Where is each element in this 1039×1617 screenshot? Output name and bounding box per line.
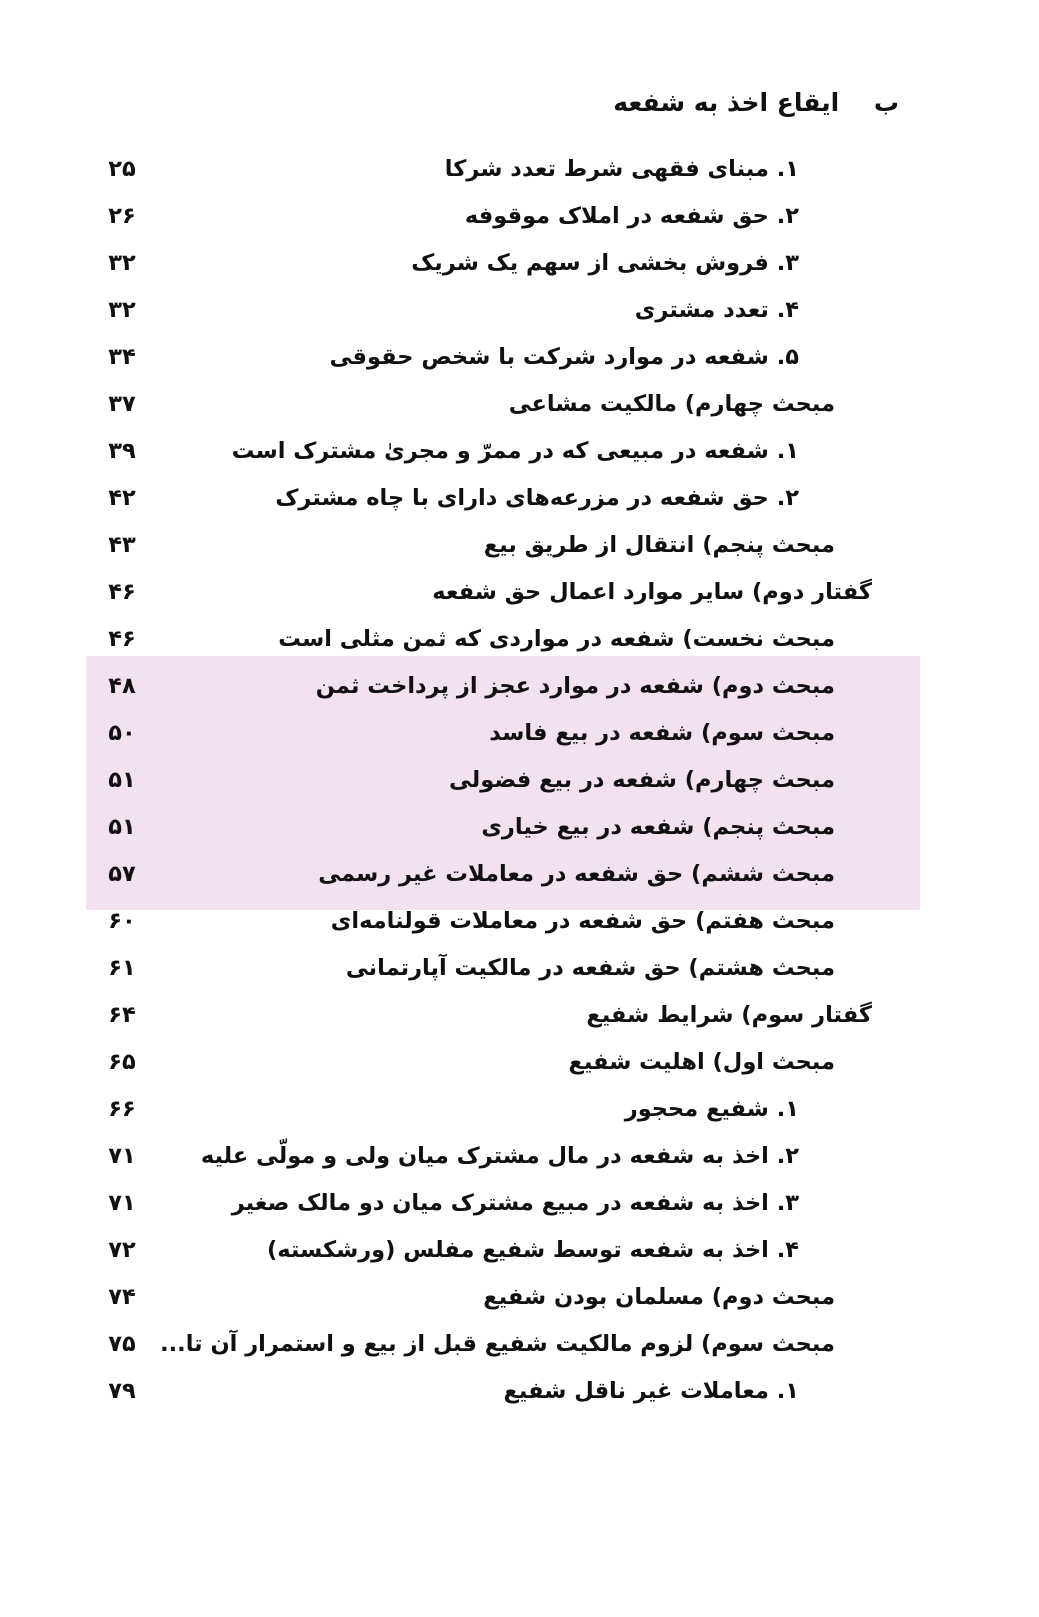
toc-entry-page-number: ۵۱ [108,767,136,793]
toc-entry [0,244,1039,291]
toc-entry-title: ۲. حق شفعه در مزرعه‌های دارای با چاه مشترک [275,485,799,511]
toc-entry [0,1372,1039,1419]
toc-entry [0,479,1039,526]
toc-entry-title: ۱. معاملات غیر ناقل شفیع [503,1378,799,1404]
toc-entry-title: گفتار دوم) سایر موارد اعمال حق شفعه [432,579,872,605]
toc-entry [0,338,1039,385]
toc-entry [0,996,1039,1043]
toc-entry-title: مبحث نخست) شفعه در مواردی که ثمن مثلی است [278,626,835,652]
toc-entry [0,573,1039,620]
toc-entry-title: ۴. اخذ به شفعه توسط شفیع مفلس (ورشکسته) [266,1237,799,1263]
toc-entry-title: ۳. فروش بخشی از سهم یک شریک [411,250,799,276]
page-letter: ب [873,88,899,117]
toc-entry [0,197,1039,244]
toc-entry-page-number: ۲۶ [108,203,136,229]
toc-entry-page-number: ۳۴ [108,344,136,370]
toc-entry-title: مبحث سوم) لزوم مالکیت شفیع قبل از بیع و استمرار آن تا... [160,1331,835,1357]
toc-entry-title: ۱. شفیع محجور [624,1096,799,1122]
toc-entry-page-number: ۳۷ [108,391,136,417]
toc-entry-title: مبحث اول) اهلیت شفیع [568,1049,835,1075]
toc-entry-page-number: ۵۱ [108,814,136,840]
toc-entry-title: مبحث سوم) شفعه در بیع فاسد [489,720,835,746]
running-header [613,88,899,117]
toc-entry-page-number: ۶۵ [108,1049,136,1075]
toc-entry [0,902,1039,949]
toc-entry [0,761,1039,808]
toc-entry-title: ۱. مبنای فقهی شرط تعدد شرکا [444,156,799,182]
toc-entry [0,1137,1039,1184]
toc-entry-page-number: ۵۰ [108,720,136,746]
toc-entry [0,150,1039,197]
toc-entry [0,808,1039,855]
toc-entry-title: مبحث پنجم) شفعه در بیع خیاری [481,814,835,840]
toc-entry-page-number: ۶۱ [108,955,136,981]
toc-entry-page-number: ۷۴ [108,1284,136,1310]
toc-entry-title: ۳. اخذ به شفعه در مبیع مشترک میان دو مالک صغیر [231,1190,799,1216]
toc-entry [0,1325,1039,1372]
toc-entry-page-number: ۴۶ [108,579,136,605]
toc-entry-page-number: ۲۵ [108,156,136,182]
toc-entry [0,432,1039,479]
toc-entry-title: ۴. تعدد مشتری [634,297,799,323]
toc-entry-page-number: ۵۷ [108,861,136,887]
toc-entry-title: مبحث دوم) شفعه در موارد عجز از پرداخت ثمن [315,673,835,699]
toc-entry-page-number: ۳۲ [108,297,136,323]
toc-entry-title: مبحث پنجم) انتقال از طریق بیع [483,532,835,558]
toc-entry-page-number: ۶۰ [108,908,136,934]
toc-entry-title: مبحث چهارم) شفعه در بیع فضولی [449,767,835,793]
toc-entry [0,620,1039,667]
toc-entry-title: ۲. حق شفعه در املاک موقوفه [464,203,799,229]
toc-entry-page-number: ۷۹ [108,1378,136,1404]
toc-entry [0,1184,1039,1231]
toc-entry-page-number: ۷۱ [108,1190,136,1216]
toc-entry-page-number: ۴۲ [108,485,136,511]
toc-entry [0,291,1039,338]
toc-entry-title: ۵. شفعه در موارد شرکت با شخص حقوقی [329,344,799,370]
toc-entry-page-number: ۴۶ [108,626,136,652]
toc-entry [0,1278,1039,1325]
toc-entry-page-number: ۷۵ [108,1331,136,1357]
toc-entry [0,667,1039,714]
toc-entry-page-number: ۷۱ [108,1143,136,1169]
toc-entry [0,855,1039,902]
toc-entry-page-number: ۳۹ [108,438,136,464]
toc-entry-title: مبحث ششم) حق شفعه در معاملات غیر رسمی [318,861,835,887]
toc-entry-title: مبحث دوم) مسلمان بودن شفیع [483,1284,835,1310]
toc-entry-page-number: ۷۲ [108,1237,136,1263]
toc-entry-title: مبحث هفتم) حق شفعه در معاملات قولنامه‌ای [330,908,835,934]
toc-entry-page-number: ۳۲ [108,250,136,276]
toc-entry [0,526,1039,573]
toc-entry-page-number: ۴۳ [108,532,136,558]
toc-entry-title: مبحث هشتم) حق شفعه در مالکیت آپارتمانی [345,955,835,981]
toc-entry [0,714,1039,761]
toc-entry-title: ۲. اخذ به شفعه در مال مشترک میان ولی و مولّی علیه [200,1143,799,1169]
toc-entry [0,1231,1039,1278]
toc-entry [0,949,1039,996]
toc-entry-page-number: ۴۸ [108,673,136,699]
toc-entry-title: مبحث چهارم) مالکیت مشاعی [508,391,835,417]
toc-entry-title: گفتار سوم) شرایط شفیع [586,1002,872,1028]
toc-entry-title: ۱. شفعه در مبیعی که در ممرّ و مجریٰ مشترک است [231,438,799,464]
table-of-contents [0,150,1039,1419]
toc-entry-page-number: ۶۶ [108,1096,136,1122]
header-title: ایقاع اخذ به شفعه [613,88,840,117]
toc-entry [0,1090,1039,1137]
toc-entry [0,385,1039,432]
toc-entry-page-number: ۶۴ [108,1002,136,1028]
toc-entry [0,1043,1039,1090]
